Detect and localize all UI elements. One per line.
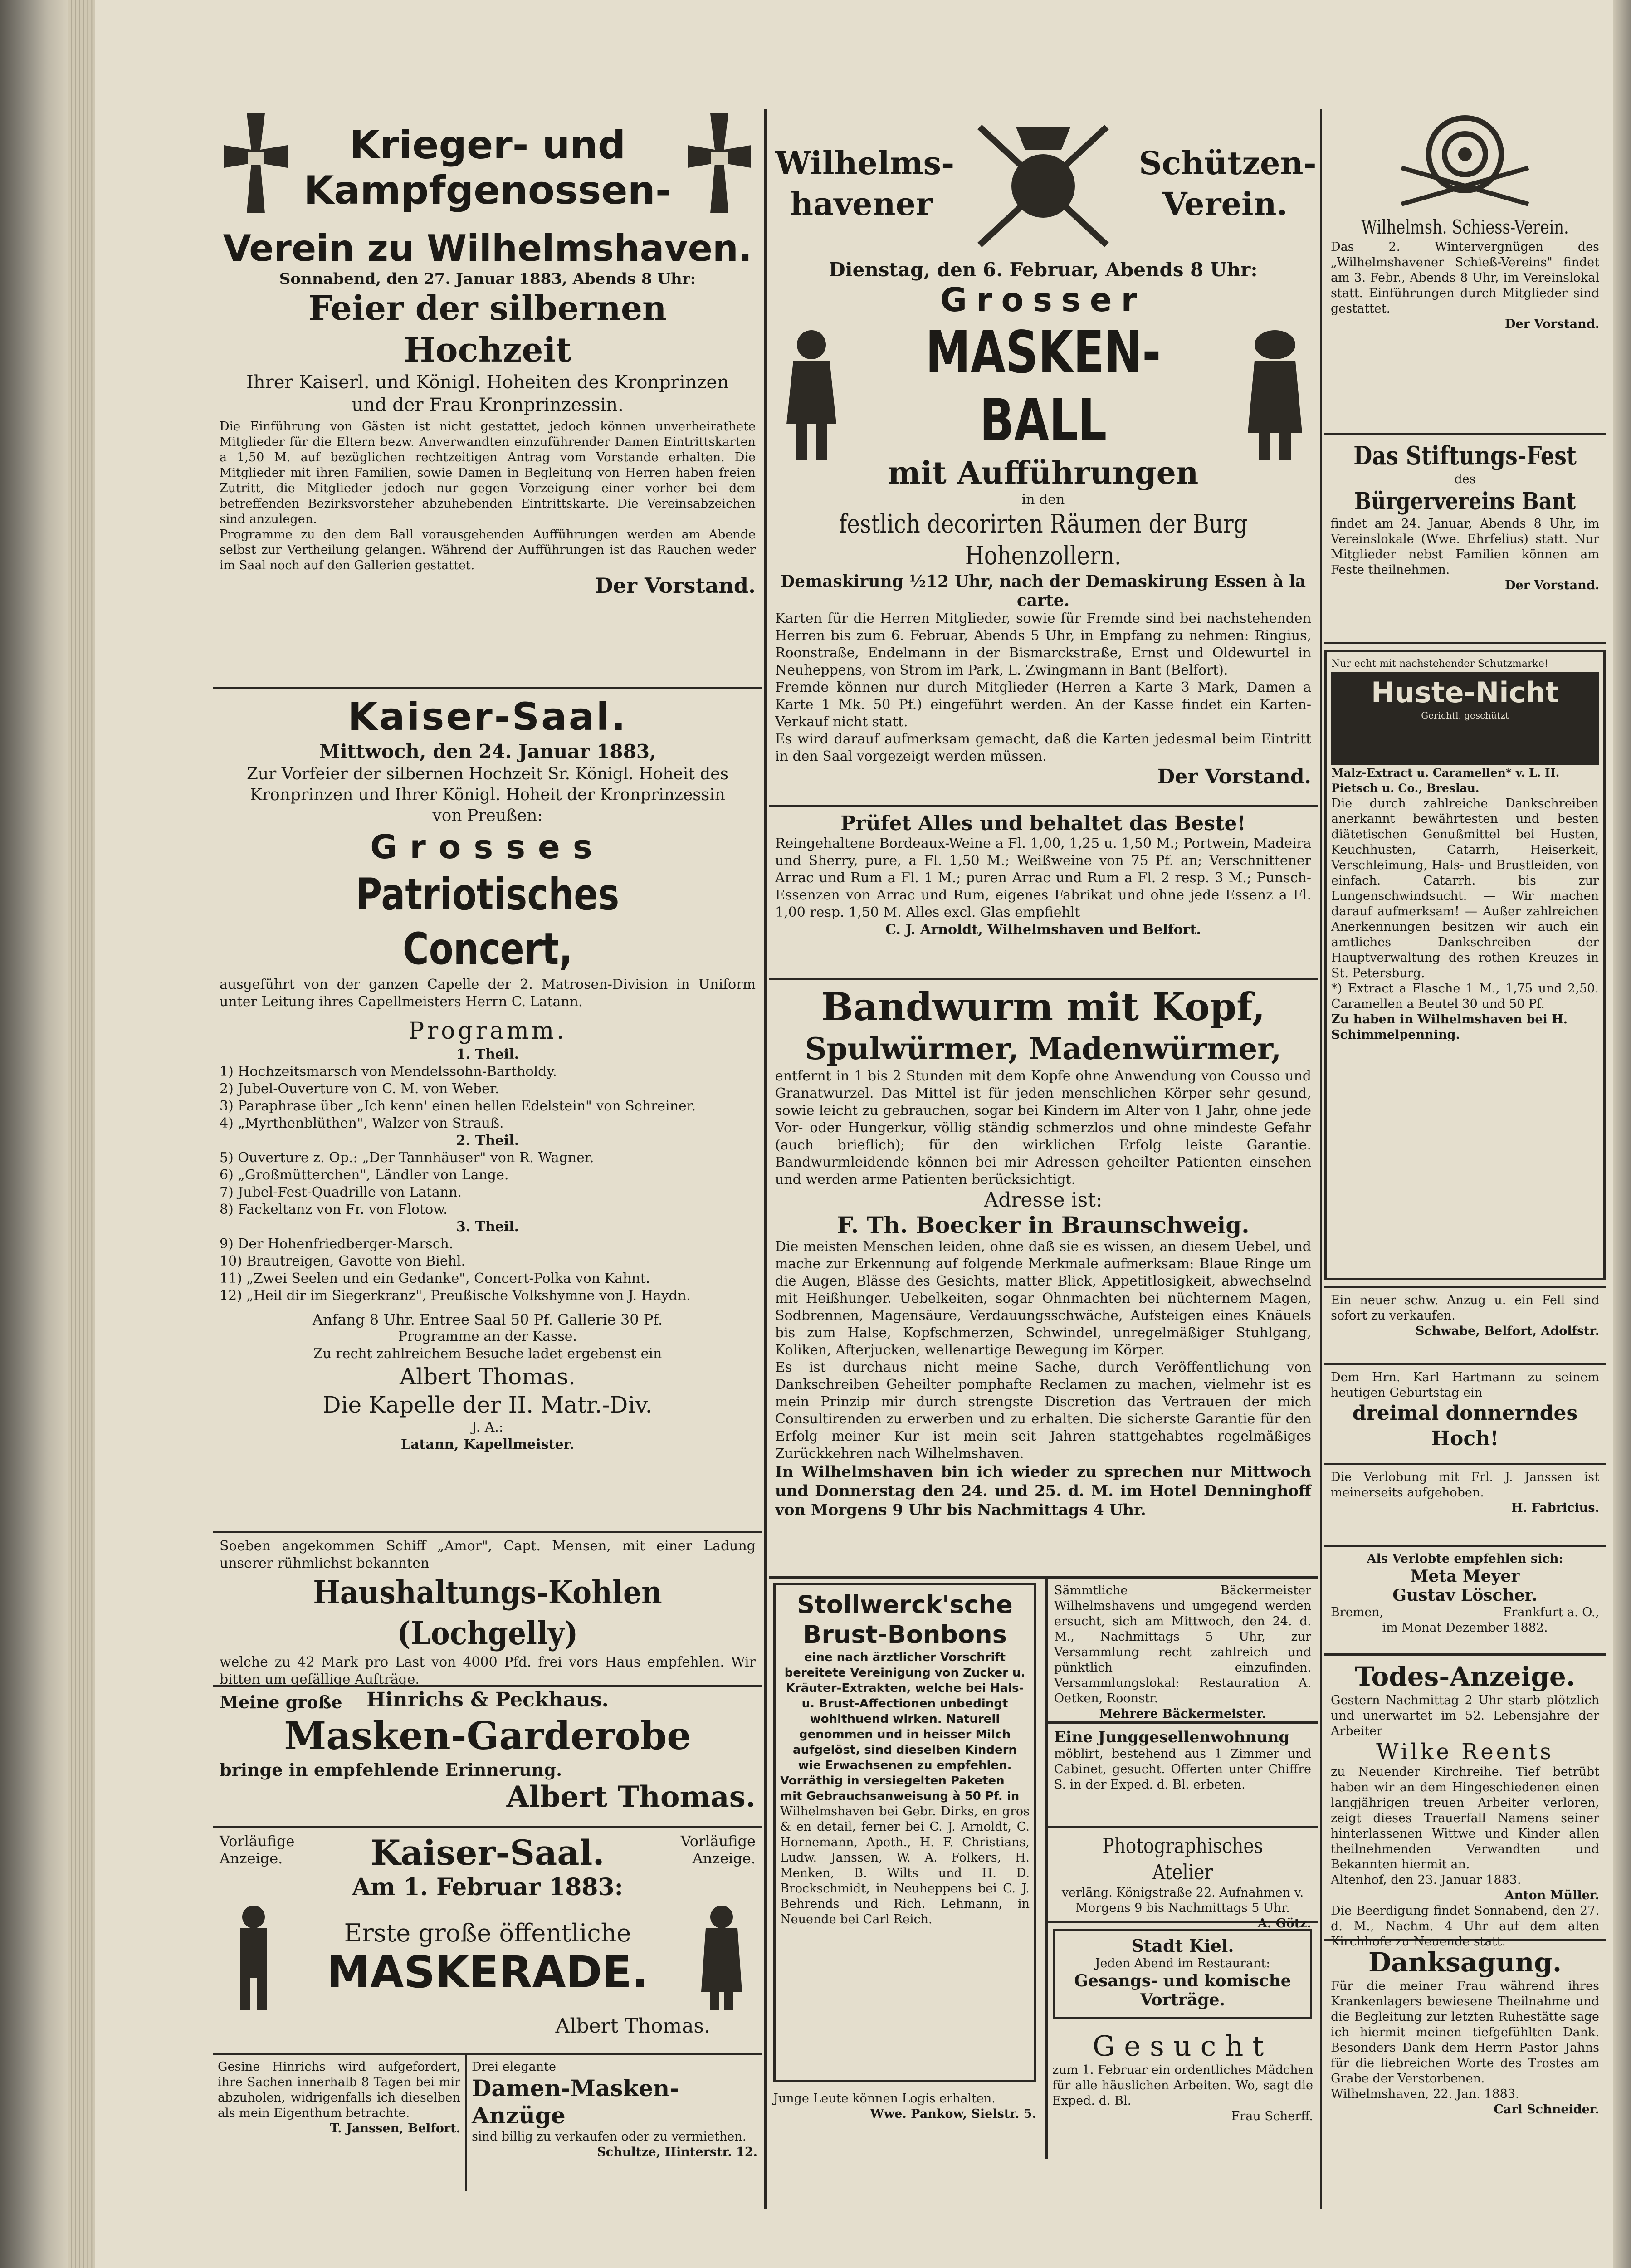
bandwurm-title: Bandwurm mit Kopf,: [821, 984, 1265, 1029]
schuetzen-ad: [769, 104, 1318, 807]
kaiser-item: 9) Der Hohenfriedberger-Marsch.: [220, 1236, 454, 1252]
schuetzen-l1: Wilhelms-: [775, 144, 955, 182]
pruefet-body: Reingehaltene Bordeaux-Weine a Fl. 1,00, 1,25 u. 1,50 M.; Portwein, Madeira und Sherry, pure, a Fl. 1,50 M.; Weißweine von 75 Pf. an; Verschnittener Arrac und Rum a Fl. 1 M.; puren Arrac und Rum a Fl. 2 resp. 3 M.; Punsch-Essenzen von Arrac und Rum, eigenes Fabrikat und ohne jede Essenz a Fl. 1,00 resp. 1,50 M. Alles excl. Glas empfiehlt: [775, 836, 1311, 920]
schuetzen-mit: mit Aufführungen: [888, 455, 1199, 491]
schuetzen-r1: Schützen-: [1139, 144, 1317, 182]
iron-cross-icon: [220, 109, 292, 227]
jungges-title: Eine Junggesellenwohnung: [1054, 1728, 1290, 1746]
bandwurm-ad: [769, 980, 1318, 1579]
verlobte-n2: Gustav Löscher.: [1392, 1586, 1538, 1605]
dank-date: Wilhelmshaven, 22. Jan. 1883.: [1331, 2087, 1519, 2101]
harlequin-figure-icon: [220, 1901, 288, 2014]
todes-title: Todes-Anzeige.: [1354, 1661, 1576, 1692]
kiel-title: Stadt Kiel.: [1131, 1936, 1234, 1956]
photo-title: Photographisches Atelier: [1102, 1833, 1263, 1884]
right-edge: [1613, 0, 1631, 2268]
kaiser-item: 12) „Heil dir im Siegerkranz", Preußische Volkshymne von J. Haydn.: [220, 1288, 691, 1304]
stiftung-body: findet am 24. Januar, Abends 8 Uhr, im Vereinslokale (Wwe. Ehrfelius) statt. Nur Mitglieder nebst Familien können am Feste theilnehmen.: [1331, 517, 1599, 577]
page-stack: [68, 0, 95, 2268]
kaiser-anfang: Anfang 8 Uhr. Entree Saal 50 Pf. Gallerie 30 Pf.: [312, 1311, 663, 1328]
kaiser-teil2: 2. Theil.: [456, 1133, 519, 1149]
baecker-text: Sämmtliche Bäckermeister Wilhelmshavens und umgegend werden ersucht, sich am Mittwoch, den 24. d. M., Nachmittags 5 Uhr, zur Versammlung recht zahlreich und pünktlich einzufinden. Versammlungslokal: Restauration A. Oetken, Roonstr.: [1054, 1584, 1311, 1706]
huste-body: Die durch zahlreiche Dankschreiben anerkannt bewährtesten und besten diätetischen Genußmittel bei Husten, Keuchhusten, Catarrh, Heiserkeit, Verschleimung, Hals- und Brustleiden, von einfach. Catarrh. bis zur Lungenschwindsucht. — Wir machen darauf aufmerksam! — Außer zahlreichen Anerkennungen besitzen wir auch ein amtliches Dankschreiben der Hauptverwaltung des rothen Kreuzes in St. Petersburg.: [1331, 797, 1599, 980]
bottom-middle-row: [769, 1579, 1318, 2159]
kiel-vort: Gesangs- und komische Vorträge.: [1074, 1971, 1291, 2009]
dank-title: Danksagung.: [1368, 1947, 1562, 1978]
stiftung-ad: [1324, 435, 1606, 644]
masken-l1: Meine große: [220, 1692, 342, 1712]
kaiser-date: Mittwoch, den 24. Januar 1883,: [319, 740, 656, 763]
verlobte-place2: Frankfurt a. O.,: [1503, 1605, 1599, 1619]
logis-ad: [769, 2087, 1041, 2126]
kohlen-intro: Soeben angekommen Schiff „Amor", Capt. Mensen, mit einer Ladung unserer rühmlichst bekannten: [220, 1538, 756, 1571]
masken-sign: Albert Thomas.: [506, 1780, 756, 1814]
kaiser-kapelle: Die Kapelle der II. Matr.-Div.: [322, 1392, 653, 1418]
verlobte-date: im Monat Dezember 1882.: [1382, 1621, 1548, 1635]
maskerade-ad: [213, 1828, 762, 2055]
todes-ad: [1324, 1656, 1606, 1949]
kaiser-programm: Programm.: [408, 1017, 567, 1045]
photo-body: verläng. Königstraße 22. Aufnahmen v. Morgens 9 bis Nachmittags 5 Uhr.: [1061, 1886, 1304, 1915]
schuetzen-sign: Der Vorstand.: [1157, 765, 1311, 788]
kaiser-l2: Kronprinzen und Ihrer Königl. Hoheit der Kronprinzessin: [250, 786, 725, 804]
baecker-ad: [1048, 1579, 1318, 1724]
stiftung-verein: Bürgervereins Bant: [1354, 488, 1576, 515]
baecker-sign: Mehrere Bäckermeister.: [1099, 1707, 1266, 1721]
logis-text: Junge Leute können Logis erhalten.: [773, 2092, 996, 2106]
schuetzen-grosser: Grosser: [940, 281, 1147, 319]
kaiser-item: 5) Ouverture z. Op.: „Der Tannhäuser" von R. Wagner.: [220, 1150, 594, 1166]
schuetzen-inden: in den: [1021, 492, 1065, 508]
kaiser-item: 3) Paraphrase über „Ich kenn' einen hellen Edelstein" von Schreiner.: [220, 1098, 696, 1114]
damen-top: Drei elegante: [472, 2060, 556, 2074]
kaiser-prog-kasse: Programme an der Kasse.: [398, 1329, 577, 1344]
bandwurm-body3: Es ist durchaus nicht meine Sache, durch Veröffentlichung von Dankschreiben Geheilter pomphafte Reclamen zu machen, vielmehr ist es mein Prinzip mir durch strengste Discretion das Vertrauen der mich Consultirenden zu erwerben und zu erhalten. Die sicherste Garantie für den Erfolg meiner Kur ist mein seit Jahren stattgehabtes regelmäßiges Zurückkehren nach Wilhelmshaven.: [775, 1359, 1311, 1461]
target-emblem-icon: [1392, 109, 1538, 213]
kaiser-item: 6) „Großmütterchen", Ländler von Lange.: [220, 1167, 509, 1183]
dank-sign: Carl Schneider.: [1494, 2102, 1599, 2116]
krieger-title2: Kampfgenossen-: [303, 168, 672, 213]
schiess-title: Wilhelmsh. Schiess-Verein.: [1361, 216, 1569, 238]
schuetzen-ball: MASKEN-BALL: [925, 319, 1161, 455]
book-edge: [0, 0, 68, 2268]
kiel-ad: [1053, 1929, 1312, 2019]
bandwurm-sub: Spulwürmer, Madenwürmer,: [805, 1031, 1282, 1066]
krieger-body2: Programme zu den dem Ball vorausgehenden Aufführungen werden am Abende selbst zur Vertheilung gelangen. Während der Aufführungen ist das Rauchen weder im Saal noch auf den Gallerien gestattet.: [220, 528, 756, 572]
krieger-date: Sonnabend, den 27. Januar 1883, Abends 8 Uhr:: [279, 270, 696, 288]
junggesellen-ad: [1048, 1724, 1318, 1828]
maskerade-vorl-left: Vorläufige Anzeige.: [220, 1833, 295, 1867]
gesucht-sign: Frau Scherff.: [1231, 2109, 1313, 2123]
gesucht-title: Gesucht: [1092, 2029, 1273, 2063]
stollwerck-ad: [773, 1583, 1036, 2082]
schiess-body: Das 2. Wintervergnügen des „Wilhelmshavener Schieß-Vereins" findet am 3. Febr., Abends 8 Uhr, im Vereinslokal statt. Einführungen durch Mitglieder sind gestattet.: [1331, 240, 1599, 316]
todes-body: Gestern Nachmittag 2 Uhr starb plötzlich und unerwartet im 52. Lebensjahre der Arbeiter: [1331, 1693, 1599, 1738]
rifle-emblem-icon: [962, 109, 1125, 259]
krieger-ad: [213, 104, 762, 689]
huste-sub: Malz-Extract u. Caramellen* v. L. H. Pietsch u. Co., Breslau.: [1331, 766, 1560, 795]
logis-sign: Wwe. Pankow, Sielstr. 5.: [870, 2107, 1036, 2121]
krieger-feier: Feier der silbernen Hochzeit: [308, 289, 667, 370]
krieger-title1: Krieger- und: [349, 122, 626, 168]
schiess-sign: Der Vorstand.: [1505, 317, 1599, 331]
verlobte-title: Als Verlobte empfehlen sich:: [1367, 1552, 1563, 1566]
dank-body: Für die meiner Frau während ihres Krankenlagers bewiesene Theilnahme und die Begleitung zur letzten Ruhestätte sage ich hiermit meinen tiefgefühlten Dank. Besonders Dank dem Herrn Pastor Jahns für die liebreichen Worte des Trostes am Grabe der Verstorbenen.: [1331, 1979, 1599, 2086]
bottom-left-row: [213, 2055, 762, 2191]
stollwerck-title2: Brust-Bonbons: [803, 1620, 1007, 1649]
stollwerck-body3: Wilhelmshaven bei Gebr. Dirks, en gros & en detail, ferner bei C. J. Arnoldt, C. Hornemann, Apoth., H. F. Christians, Ludw. Janssen, W. A. Folkers, H. Menken, B. Wilts und H. D. Brockschmidt, in Neuheppens bei C. J. Behrends und Rich. Lehmann, in Neuende bei Carl Reich.: [780, 1804, 1030, 1926]
pruefet-sign: C. J. Arnoldt, Wilhelmshaven und Belfort.: [885, 922, 1201, 938]
schuetzen-l2: havener: [790, 185, 933, 223]
masken-garderobe-ad: [213, 1687, 762, 1828]
verlobte-place1: Bremen,: [1331, 1605, 1384, 1619]
pruefet-title: Prüfet Alles und behaltet das Beste!: [840, 812, 1246, 835]
pruefet-ad: [769, 807, 1318, 980]
maskerade-date: Am 1. Februar 1883:: [352, 1873, 623, 1901]
hartmann-big: dreimal donnerndes Hoch!: [1352, 1402, 1578, 1450]
gesucht-ad: [1048, 2025, 1318, 2129]
huste-logo: [1335, 721, 1595, 762]
maskerade-vorl-right: Vorläufige Anzeige.: [680, 1833, 756, 1867]
krieger-body: Die Einführung von Gästen ist nicht gestattet, jedoch können unverheirathete Mitglieder für die Eltern bezw. Anverwandten einzuführender Damen Eintrittskarten a 1,50 M. auf bezüglichen rechtzeitigen Antrag vom Vorstande erhalten. Die Mitglieder mit ihren Familien, sowie Damen in Begleitung von Herren haben freien Zutritt, die Mitglieder jedoch nur gegen Vorzeigung einer vorher bei dem betreffenden Bezirksvorsteher abzuhebenden Eintrittskarte. Die Vereinsabzeichen sind anzulegen.: [220, 420, 756, 526]
bandwurm-final: In Wilhelmshaven bin ich wieder zu sprechen nur Mittwoch und Donnerstag den 24. und 25. d. M. im Hotel Denninghoff von Morgens 9 Uhr bis Nachmittags 4 Uhr.: [775, 1463, 1311, 1519]
maskerade-title: Kaiser-Saal.: [371, 1833, 605, 1873]
kaiser-item: 1) Hochzeitsmarsch von Mendelssohn-Bartholdy.: [220, 1064, 557, 1080]
kaiser-l3: von Preußen:: [432, 807, 543, 825]
damen-ad: [467, 2055, 762, 2191]
right-column: [1324, 104, 1606, 2214]
right-sub-column: [1045, 1579, 1318, 2159]
kaiser-teil1: 1. Theil.: [456, 1046, 519, 1062]
kaiser-concert-ad: [213, 689, 762, 1533]
todes-name: Wilke Reents: [1376, 1739, 1554, 1765]
maskerade-sign: Albert Thomas.: [555, 2014, 710, 2038]
stollwerck-column: [769, 1579, 1041, 2159]
photo-ad: [1048, 1828, 1318, 1931]
kohlen-sign: Hinrichs & Peckhaus.: [366, 1688, 609, 1711]
krieger-feier3: und der Frau Kronprinzessin.: [352, 395, 624, 415]
stiftung-sign: Der Vorstand.: [1505, 578, 1599, 592]
masken-title: Masken-Garderobe: [284, 1713, 691, 1758]
bandwurm-adresse: Adresse ist:: [984, 1188, 1103, 1212]
dank-ad: [1324, 1941, 1606, 2159]
huste-wrap: [1324, 644, 1606, 1288]
hartmann-ad: [1324, 1365, 1606, 1465]
huste-price: *) Extract a Flasche 1 M., 1,75 und 2,50. Caramellen a Beutel 30 und 50 Pf.: [1331, 982, 1599, 1011]
todes-date: Altenhof, den 23. Januar 1883.: [1331, 1873, 1521, 1887]
kaiser-name: Albert Thomas.: [399, 1364, 576, 1390]
kaiser-latann: Latann, Kapellmeister.: [400, 1437, 575, 1452]
krieger-feier2: Ihrer Kaiserl. und Königl. Hoheiten des Kronprinzen: [246, 372, 729, 393]
kiel-wrap: [1048, 1923, 1318, 2025]
damen-title: Damen-Masken-Anzüge: [472, 2075, 679, 2129]
kaiser-teil3: 3. Theil.: [456, 1219, 519, 1235]
kaiser-title: Kaiser-Saal.: [347, 694, 628, 739]
krieger-sign: Der Vorstand.: [595, 573, 756, 598]
maskerade-l1: Erste große öffentliche: [344, 1918, 631, 1947]
kaiser-item: 2) Jubel-Ouverture von C. M. von Weber.: [220, 1081, 499, 1097]
huste-brand-box: [1331, 672, 1599, 765]
kaiser-concert: Patriotisches Concert,: [356, 869, 620, 974]
huste-l1: Gerichtl. geschützt: [1421, 710, 1509, 721]
kaiser-item: 10) Brautreigen, Gavotte von Biehl.: [220, 1253, 466, 1269]
verlobung-sign: H. Fabricius.: [1511, 1501, 1599, 1515]
hinrichs-ad: [213, 2055, 467, 2191]
jester-figure-icon: [775, 324, 848, 465]
schuetzen-body: Karten für die Herren Mitglieder, sowie für Fremde sind bei nachstehenden Herren bis zum 6. Februar, Abends 5 Uhr, in Empfang zu nehmen: Ringius, Roonstraße, Endelmann in der Bismarckstraße, Ernst und Oldewurtel in Neuheppens, von Strom im Park, L. Zwingmann in Bant (Belfort).: [775, 611, 1311, 678]
todes-body3: Die Beerdigung findet Sonnabend, den 27. d. M., Nachm. 4 Uhr auf dem alten Kirchhofe zu Neuende statt.: [1331, 1904, 1599, 1949]
todes-body2: zu Neuender Kirchreihe. Tief betrübt haben wir an dem Hingeschiedenen einen langjährigen treuen Arbeiter verloren, zeigt dieses Trauerfall Namens seiner hinterlassenen Wittwe und Kinder allen theilnehmenden Verwandten und Bekannten hiermit an.: [1331, 1765, 1599, 1872]
huste-top: Nur echt mit nachstehender Schutzmarke!: [1331, 658, 1548, 670]
turban-figure-icon: [1239, 324, 1311, 465]
huste-zu: Zu haben in Wilhelmshaven bei H. Schimmelpenning.: [1331, 1012, 1568, 1042]
schuetzen-demask: Demaskirung ½12 Uhr, nach der Demaskirung Essen à la carte.: [780, 572, 1306, 610]
maskerade-big: MASKERADE.: [327, 1946, 649, 1998]
column-rule: [1320, 109, 1322, 2209]
verlobte-ad: [1324, 1547, 1606, 1656]
schuetzen-r2: Verein.: [1162, 185, 1288, 223]
column-rule: [764, 109, 767, 2209]
kiel-body: Jeden Abend im Restaurant:: [1095, 1956, 1270, 1970]
schuetzen-date: Dienstag, den 6. Februar, Abends 8 Uhr:: [829, 259, 1258, 281]
kaiser-item: 11) „Zwei Seelen und ein Gedanke", Concert-Polka von Kahnt.: [220, 1271, 650, 1286]
iron-cross-icon: [683, 109, 756, 227]
anzug-ad: [1324, 1288, 1606, 1365]
stiftung-des: des: [1454, 472, 1476, 486]
kohlen-title: Haushaltungs-Kohlen (Lochgelly): [313, 1574, 662, 1652]
damen-body: sind billig zu verkaufen oder zu vermiethen.: [472, 2130, 747, 2144]
anzug-sign: Schwabe, Belfort, Adolfstr.: [1415, 1324, 1599, 1338]
bandwurm-name: F. Th. Boecker in Braunschweig.: [837, 1212, 1250, 1238]
kohlen-body: welche zu 42 Mark pro Last von 4000 Pfd. frei vors Haus empfehlen. Wir bitten um gefällige Aufträge.: [220, 1654, 756, 1687]
bandwurm-body2: Die meisten Menschen leiden, ohne daß sie es wissen, an diesem Uebel, und mache zur Erkennung auf folgende Merkmale aufmerksam: Blaue Ringe um die Augen, Blässe des Gesichts, matter Blick, Appetitlosigkeit, abwechselnd mit Heißhunger. Uebelkeiten, sogar Ohnmachten bei nüchternem Magen, Sodbrennen, Magensäure, Verdauungsschwäche, Aufsteigen eines Knäuels bis zum Halse, Kopfschmerzen, Schwindel, unregelmäßiger Stuhlgang, Koliken, Afterjucken, wellenartige Bewegung im Körper.: [775, 1239, 1311, 1358]
bandwurm-body: entfernt in 1 bis 2 Stunden mit dem Kopfe ohne Anwendung von Cousso und Granatwurzel. Das Mittel ist für jeden menschlichen Körper sehr gesund, sowie leicht zu gebrauchen, sogar bei Kindern im Alter von 1 Jahr, ohne jede Vor- oder Hungerkur, völlig ständig schmerzlos und ohne mindeste Gefahr (auch brieflich); für den wirklichen Erfolg leiste Garantie. Bandwurmleidende können bei mir Adressen geheilter Patienten einsehen und werden arme Patienten berücksichtigt.: [775, 1068, 1311, 1188]
stiftung-title: Das Stiftungs-Fest: [1353, 441, 1577, 471]
gesucht-body: zum 1. Februar ein ordentliches Mädchen für alle häuslichen Arbeiten. Wo, sagt die Exped. d. Bl.: [1052, 2063, 1313, 2108]
stollwerck-body: eine nach ärztlicher Vorschrift bereitete Vereinigung von Zucker u. Kräuter-Extrakten, welche bei Hals- u. Brust-Affectionen unbedingt wohlthuend wirken. Naturell genommen und in heisser Milch aufgelöst, sind dieselben Kindern wie Erwachsenen zu empfehlen.: [784, 1651, 1025, 1772]
kaiser-item: 4) „Myrthenblüthen", Walzer von Strauß.: [220, 1115, 504, 1131]
damen-sign: Schultze, Hinterstr. 12.: [597, 2145, 757, 2159]
kaiser-item: 8) Fackeltanz von Fr. von Flotow.: [220, 1202, 448, 1217]
todes-sign: Anton Müller.: [1504, 1888, 1599, 1902]
anzug-text: Ein neuer schw. Anzug u. ein Fell sind sofort zu verkaufen.: [1331, 1293, 1599, 1323]
verlobte-n1: Meta Meyer: [1410, 1567, 1520, 1586]
photo-sign: A. Götz.: [1257, 1916, 1311, 1931]
kaiser-ia: J. A.:: [471, 1419, 504, 1435]
hartmann-text: Dem Hrn. Karl Hartmann zu seinem heutigen Geburtstag ein: [1331, 1370, 1599, 1400]
verlobung-ad: [1324, 1465, 1606, 1547]
kaiser-einladung: Zu recht zahlreichem Besuche ladet ergebenst ein: [313, 1346, 662, 1362]
schuetzen-raeume: festlich decorirten Räumen der Burg Hohenzollern.: [839, 509, 1248, 571]
kaiser-grosses: Grosses: [370, 828, 605, 866]
middle-column: [769, 104, 1318, 2214]
hinrichs-sign: T. Janssen, Belfort.: [330, 2121, 460, 2136]
stollwerck-body2: Vorräthig in versiegelten Paketen mit Gebrauchsanweisung à 50 Pf. in: [780, 1774, 1020, 1803]
schiess-ad: [1324, 104, 1606, 435]
krieger-title3: Verein zu Wilhelmshaven.: [223, 227, 752, 269]
huste-brand: Huste-Nicht: [1371, 676, 1559, 709]
huste-ad: [1324, 650, 1606, 1280]
stollwerck-title1: Stollwerck'sche: [797, 1590, 1013, 1619]
verlobung-text: Die Verlobung mit Frl. J. Janssen ist meinerseits aufgehoben.: [1331, 1470, 1599, 1500]
masked-figure-icon: [688, 1901, 756, 2014]
schuetzen-body2: Fremde können nur durch Mitglieder (Herren a Karte 3 Mark, Damen a Karte 1 Mk. 50 Pf.) eingeführt werden. An der Kasse findet ein Karten-Verkauf nicht statt.: [775, 679, 1311, 730]
jungges-body: möblirt, bestehend aus 1 Zimmer und Cabinet, gesucht. Offerten unter Chiffre S. in der Exped. d. Bl. erbeten.: [1054, 1747, 1311, 1792]
kaiser-item: 7) Jubel-Fest-Quadrille von Latann.: [220, 1184, 462, 1200]
schuetzen-body3: Es wird darauf aufmerksam gemacht, daß die Karten jedesmal beim Eintritt in den Saal vorgezeigt werden müssen.: [775, 731, 1311, 764]
masken-l2: bringe in empfehlende Erinnerung.: [220, 1760, 562, 1780]
hinrichs-text: Gesine Hinrichs wird aufgefordert, ihre Sachen innerhalb 8 Tagen bei mir abzuholen, widrigenfalls ich dieselben als mein Eigenthum betrachte.: [218, 2060, 460, 2120]
left-column: [213, 104, 762, 2214]
kaiser-l1: Zur Vorfeier der silbernen Hochzeit Sr. Königl. Hoheit des: [246, 765, 729, 783]
kaiser-ausg: ausgeführt von der ganzen Capelle der 2. Matrosen-Division in Uniform unter Leitung ihres Capellmeisters Herrn C. Latann.: [220, 977, 756, 1010]
